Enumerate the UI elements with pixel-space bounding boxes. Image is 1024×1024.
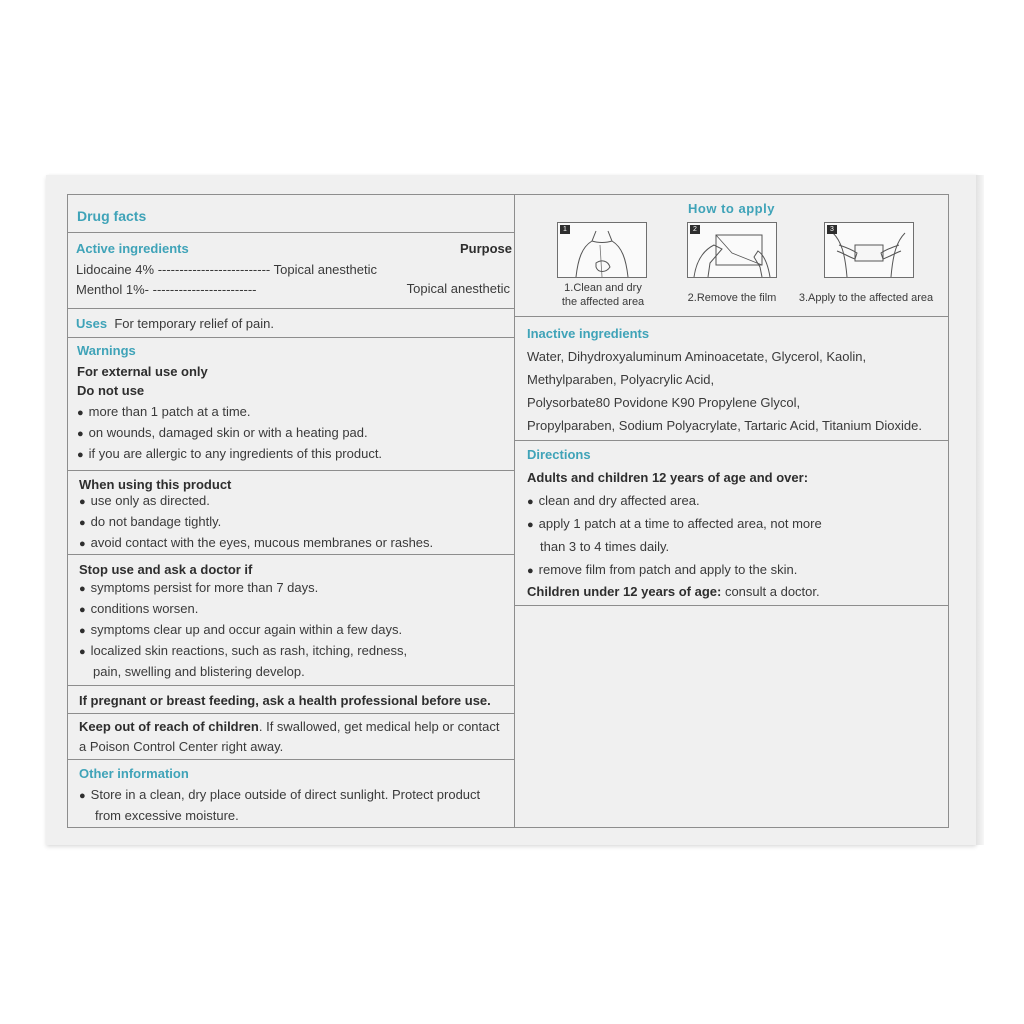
- when-using-item: ● avoid contact with the eyes, mucous membranes or rashes.: [79, 535, 433, 550]
- stop-use-item: ● conditions worsen.: [79, 601, 198, 616]
- step-1-caption-line-2: the affected area: [561, 296, 645, 308]
- step-1-caption-line-1: 1.Clean and dry: [564, 282, 642, 294]
- active-ingredients-section: [68, 233, 514, 309]
- apply-patch-icon: [825, 223, 913, 277]
- uses-text: For temporary relief of pain.: [114, 316, 274, 331]
- ingredient-purpose: Topical anesthetic: [273, 262, 377, 277]
- step-1-illustration: [557, 222, 647, 278]
- drug-facts-title: Drug facts: [77, 208, 147, 224]
- active-row-menthol: [76, 282, 257, 297]
- directions-heading: Directions: [527, 447, 591, 462]
- when-using-heading: When using this product: [79, 477, 232, 492]
- ingredient-purpose: Topical anesthetic: [406, 281, 510, 296]
- active-ingredients-heading: Active ingredients: [76, 241, 189, 256]
- other-info-item: ● Store in a clean, dry place outside of direct sunlight. Protect product: [79, 787, 480, 802]
- stop-use-item: ● localized skin reactions, such as rash, itching, redness,: [79, 643, 407, 658]
- inactive-line: Methylparaben, Polyacrylic Acid,: [527, 372, 715, 387]
- ingredient-name: Menthol 1%-: [76, 282, 149, 297]
- uses-heading: Uses: [76, 316, 108, 331]
- uses-section: [68, 309, 514, 338]
- drug-facts-label-box: [46, 175, 976, 845]
- dash-leader: --------------------------: [157, 262, 271, 277]
- directions-section: [515, 441, 948, 606]
- directions-item: ● clean and dry affected area.: [527, 493, 700, 508]
- uses-line: [76, 316, 274, 331]
- ingredient-name: Lidocaine 4%: [76, 262, 155, 277]
- pregnant-section: [68, 686, 514, 714]
- keep-out-text: . If swallowed, get medical help or contact: [258, 719, 500, 734]
- step-number: 3: [827, 225, 837, 234]
- keep-out-section: [68, 714, 514, 760]
- warning-item: ● if you are allergic to any ingredients of this product.: [77, 446, 382, 461]
- drug-facts-panel: [67, 194, 949, 828]
- keep-out-heading: Keep out of reach of children: [79, 719, 259, 734]
- inactive-line: Propylparaben, Sodium Polyacrylate, Tartaric Acid, Titanium Dioxide.: [527, 418, 923, 433]
- remove-film-icon: [688, 223, 776, 277]
- right-column: [515, 195, 948, 827]
- step-number: 1: [560, 225, 570, 234]
- inactive-ingredients-heading: Inactive ingredients: [527, 326, 650, 341]
- step-number: 2: [690, 225, 700, 234]
- how-to-apply-section: [515, 195, 948, 317]
- when-using-item: ● use only as directed.: [79, 493, 210, 508]
- step-2-caption: 2.Remove the film: [687, 292, 777, 304]
- inactive-ingredients-section: [515, 317, 948, 441]
- directions-children: [527, 584, 820, 599]
- warnings-heading: Warnings: [77, 343, 136, 358]
- left-column: [68, 195, 515, 827]
- directions-item: ● apply 1 patch at a time to affected area, not more: [527, 516, 822, 531]
- purpose-heading: Purpose: [459, 241, 512, 256]
- active-row-lidocaine: [76, 262, 377, 277]
- when-using-item: ● do not bandage tightly.: [79, 514, 221, 529]
- step-2-illustration: [687, 222, 777, 278]
- directions-continuation: than 3 to 4 times daily.: [540, 539, 670, 554]
- other-info-heading: Other information: [79, 766, 189, 781]
- external-use-text: For external use only: [77, 364, 208, 379]
- stop-use-section: [68, 555, 514, 686]
- directions-item: ● remove film from patch and apply to the skin.: [527, 562, 797, 577]
- warning-item: ● more than 1 patch at a time.: [77, 404, 251, 419]
- children-heading: Children under 12 years of age:: [527, 584, 722, 599]
- stop-use-item: ● symptoms clear up and occur again within a few days.: [79, 622, 402, 637]
- when-using-section: [68, 471, 514, 555]
- step-3-caption: 3.Apply to the affected area: [798, 292, 934, 304]
- directions-adults-heading: Adults and children 12 years of age and over:: [527, 470, 809, 485]
- do-not-use-heading: Do not use: [77, 383, 145, 398]
- stop-use-heading: Stop use and ask a doctor if: [79, 562, 253, 577]
- inactive-line: Polysorbate80 Povidone K90 Propylene Glycol,: [527, 395, 801, 410]
- keep-out-line-1: [79, 719, 499, 734]
- pregnant-warning: If pregnant or breast feeding, ask a health professional before use.: [79, 693, 491, 708]
- dash-leader: ------------------------: [152, 282, 257, 297]
- keep-out-line-2: a Poison Control Center right away.: [79, 739, 284, 754]
- back-cleaning-icon: [558, 223, 646, 277]
- how-to-apply-title: How to apply: [688, 201, 775, 216]
- other-info-section: [68, 760, 514, 827]
- inactive-line: Water, Dihydroxyaluminum Aminoacetate, Glycerol, Kaolin,: [527, 349, 867, 364]
- children-text: consult a doctor.: [721, 584, 820, 599]
- step-3-illustration: [824, 222, 914, 278]
- warning-item: ● on wounds, damaged skin or with a heating pad.: [77, 425, 368, 440]
- warnings-section: [68, 338, 514, 471]
- stop-use-continuation: pain, swelling and blistering develop.: [93, 664, 305, 679]
- other-info-continuation: from excessive moisture.: [95, 808, 239, 823]
- title-section: [68, 195, 514, 233]
- stop-use-item: ● symptoms persist for more than 7 days.: [79, 580, 318, 595]
